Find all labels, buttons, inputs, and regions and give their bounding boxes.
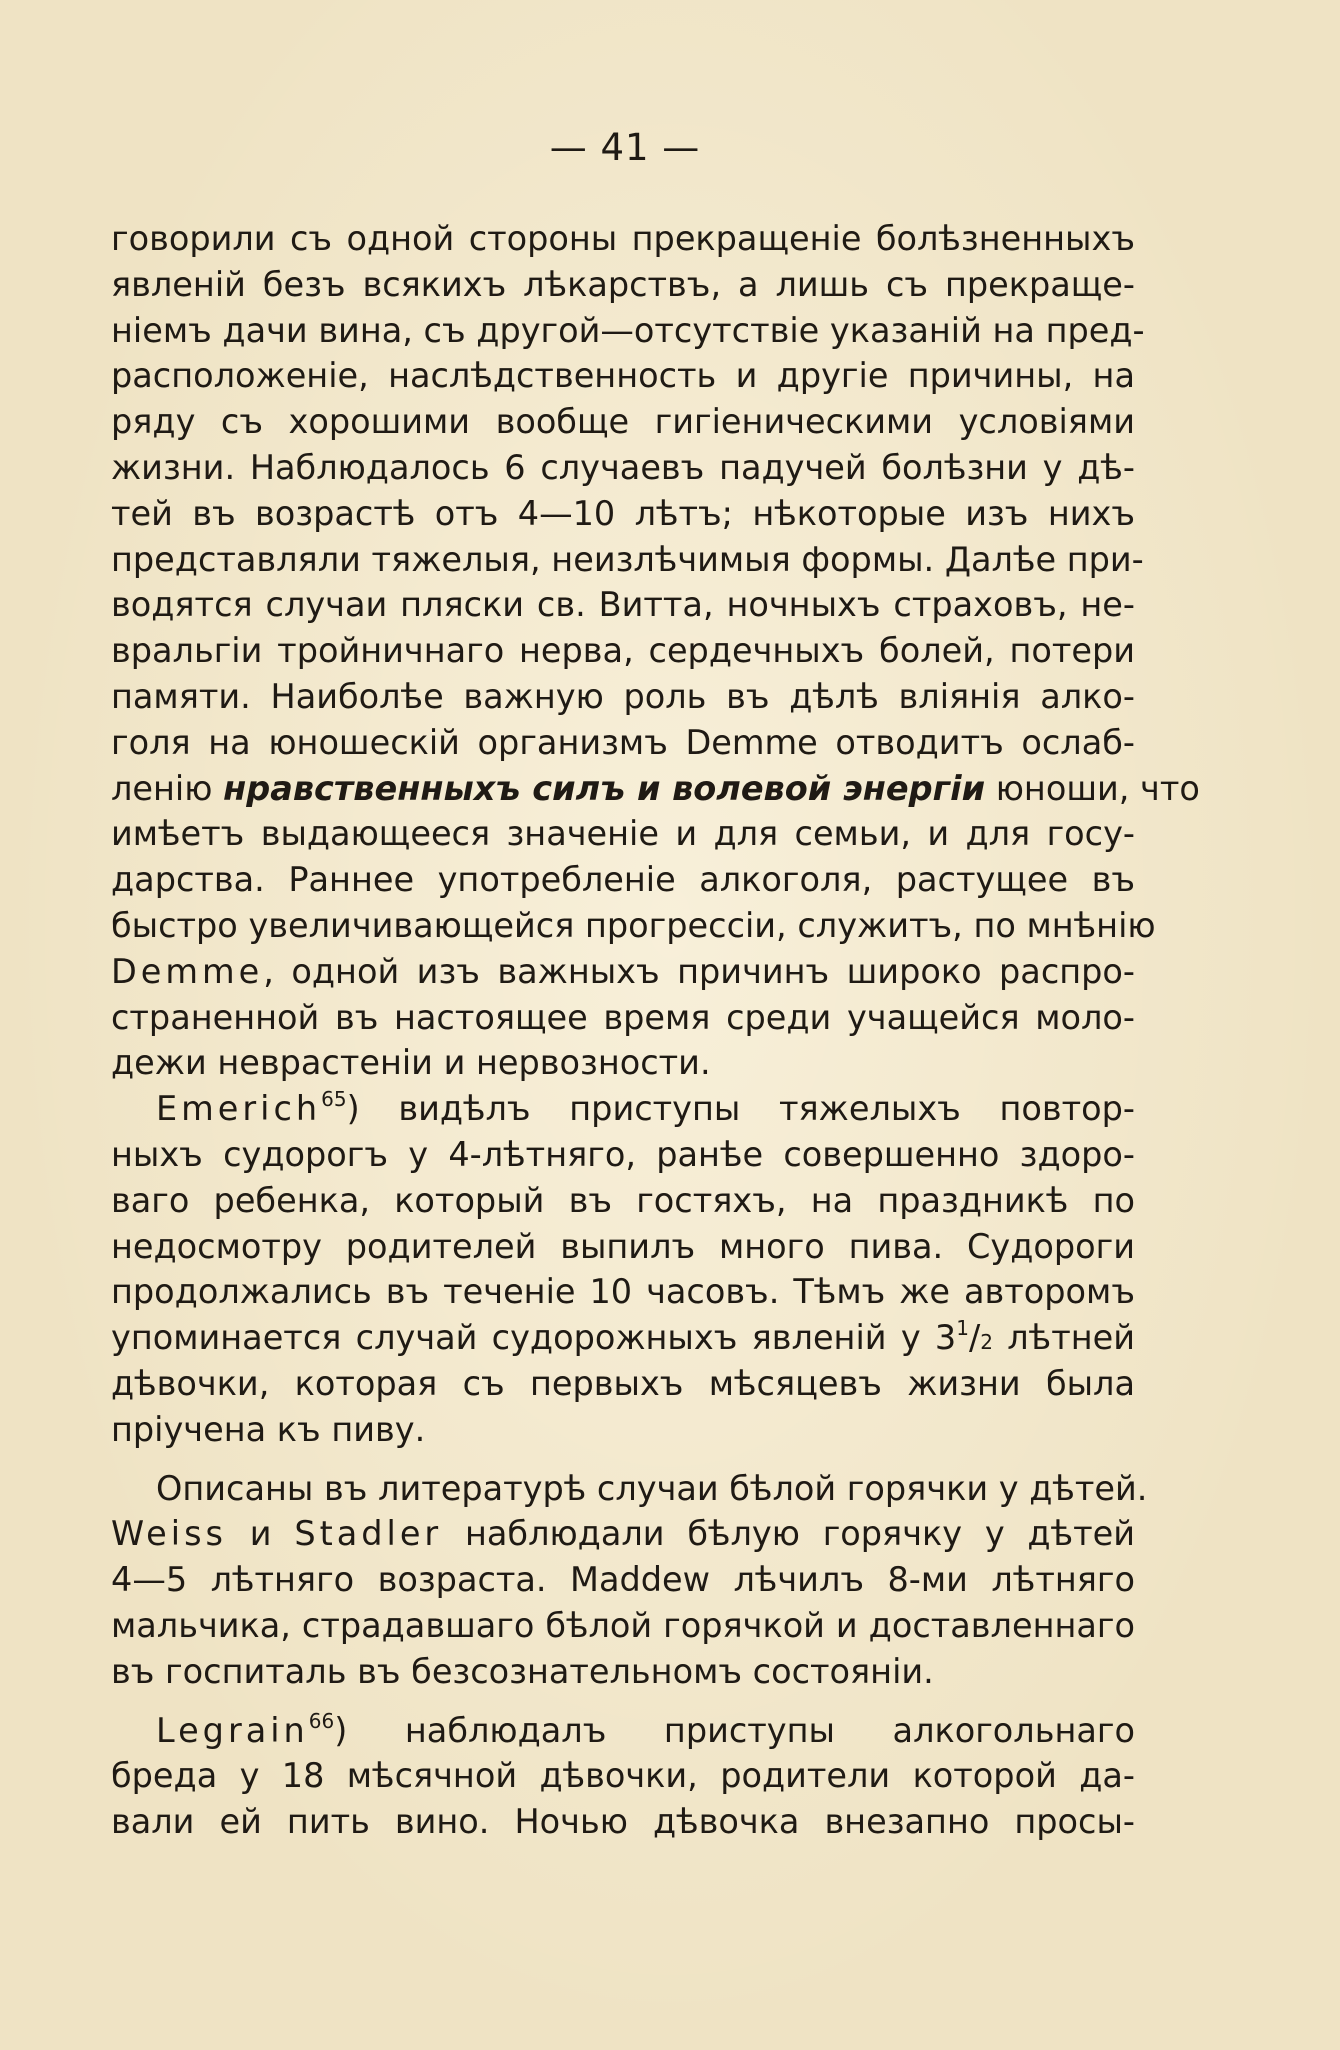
text-line: расположеніе, наслѣдственность и другіе причины, на [111,356,1135,396]
text-run: и [227,1514,295,1554]
fraction-denominator: 2 [980,1330,993,1355]
emphasis-text: нравственныхъ силъ и волевой энергіи [223,768,986,808]
text-line: продолжались въ теченіе 10 часовъ. Тѣмъ же авторомъ [111,1272,1135,1312]
paragraph-1 [111,216,1200,1086]
text-run: упоминается случай судорожныхъ явленій у 3 [111,1318,957,1358]
fraction-slash: / [968,1318,981,1358]
text-line: тей въ возрастѣ отъ 4—10 лѣтъ; нѣкоторые изъ нихъ [111,493,1135,533]
fraction-numerator: 1 [956,1316,969,1341]
text-run: ) видѣлъ приступы тяжелыхъ повтор- [346,1089,1135,1129]
text-line: пріучена къ пиву. [111,1409,426,1449]
text-line: вали ей пить вино. Ночью дѣвочка внезапно просы- [111,1802,1135,1842]
text-line: быстро увеличивающейся прогрессіи, служитъ, по мнѣнію [111,905,1156,945]
text-line: жизни. Наблюдалось 6 случаевъ падучей болѣзни у дѣ- [111,447,1135,487]
text-line: мальчика, страдавшаго бѣлой горячкой и доставленнаго [111,1605,1135,1645]
text-line: ныхъ судорогъ у 4-лѣтняго, ранѣе совершенно здоро- [111,1134,1135,1174]
page-number: — 41 — [549,126,701,169]
text-line: ваго ребенка, который въ гостяхъ, на праздникѣ по [111,1180,1135,1220]
text-line: ряду съ хорошими вообще гигіеническими условіями [111,402,1135,442]
paragraph-gap [111,1453,1135,1466]
text-line: ніемъ дачи вина, съ другой—отсутствіе указаній на пред- [111,310,1145,350]
text-line: въ госпиталь въ безсознательномъ состояніи. [111,1651,934,1691]
text-line [111,949,1135,995]
text-line [111,1086,1135,1132]
text-line: говорили съ одной стороны прекращеніе болѣзненныхъ [111,219,1135,258]
text-line [111,1511,1135,1557]
text-line [111,1708,1135,1754]
text-line: страненной въ настоящее время среди учащейся моло- [111,997,1135,1037]
paragraph-3 [111,1466,1148,1695]
text-line: дѣвочки, которая съ первыхъ мѣсяцевъ жизни была [111,1363,1135,1403]
author-name: Emerich [156,1089,322,1129]
text-line: Описаны въ литературѣ случаи бѣлой горячки у дѣтей. [156,1468,1148,1508]
text-line: дежи неврастеніи и нервозности. [111,1043,711,1083]
text-line: недосмотру родителей выпилъ много пива. Судороги [111,1226,1135,1266]
text-run: наблюдали бѣлую горячку у дѣтей [442,1514,1135,1554]
text-run: ленію [111,768,224,808]
paragraph-2 [111,1086,1135,1452]
text-run: , одной изъ важныхъ причинъ широко распро- [263,951,1135,991]
text-line: голя на юношескій организмъ Demme отводитъ ослаб- [111,722,1135,762]
author-name: Demme [111,951,264,991]
text-line: бреда у 18 мѣсячной дѣвочки, родители которой да- [111,1756,1135,1796]
paragraph-4 [111,1708,1135,1845]
footnote-ref: 66 [308,1708,335,1733]
text-line: явленій безъ всякихъ лѣкарствъ, а лишь съ прекраще- [111,264,1135,304]
text-line: вральгіи тройничнаго нерва, сердечныхъ болей, потери [111,631,1135,671]
body-text [111,216,1200,1845]
author-name: Weiss [111,1514,227,1554]
text-line: памяти. Наиболѣе важную роль въ дѣлѣ вліянія алко- [111,676,1135,716]
text-line: водятся случаи пляски св. Витта, ночныхъ страховъ, не- [111,585,1135,625]
text-line: 4—5 лѣтняго возраста. Maddew лѣчилъ 8-ми лѣтняго [111,1560,1135,1600]
text-line: дарства. Раннее употребленіе алкоголя, растущее въ [111,860,1135,900]
text-line: представляли тяжелыя, неизлѣчимыя формы. Далѣе при- [111,539,1144,579]
text-run: лѣтней [993,1318,1135,1358]
text-line [111,766,1200,812]
paragraph-gap [111,1695,1135,1708]
text-run: юноши, что [985,768,1200,808]
text-line: имѣетъ выдающееся значеніе и для семьи, и для госу- [111,814,1135,854]
author-name: Stadler [294,1514,443,1554]
author-name: Legrain [156,1710,309,1750]
text-line [111,1315,1135,1361]
text-run: ) наблюдалъ приступы алкогольнаго [334,1710,1135,1750]
footnote-ref: 65 [321,1087,347,1112]
